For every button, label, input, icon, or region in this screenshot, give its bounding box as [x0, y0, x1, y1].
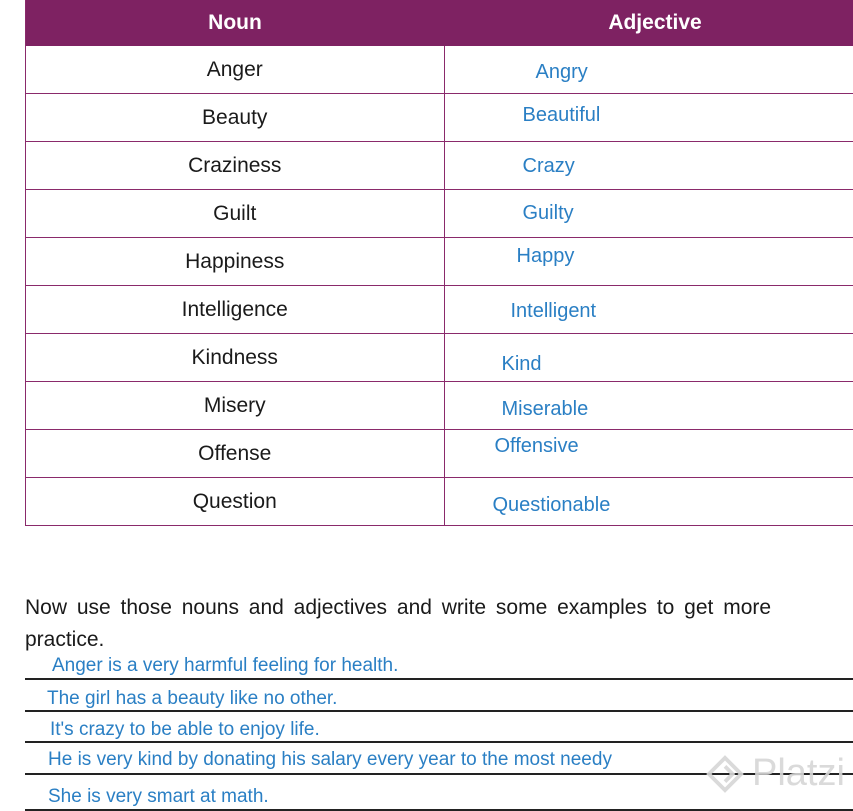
example-sentence: The girl has a beauty like no other.: [47, 688, 338, 709]
instructions-line-1: Now use those nouns and adjectives and write some examples to get more: [25, 596, 772, 619]
adjective-cell: [445, 286, 853, 333]
adjective-answer: Happy: [516, 245, 575, 267]
adjective-column-header: Adjective: [608, 11, 702, 34]
answer-line: [25, 678, 853, 680]
noun-cell: Happiness: [26, 238, 445, 285]
instructions-line-2: practice.: [25, 628, 105, 651]
example-sentence: She is very smart at math.: [48, 786, 269, 807]
noun-cell: Guilt: [26, 190, 445, 237]
adjective-answer: Crazy: [522, 155, 575, 177]
noun-cell: Misery: [26, 382, 445, 429]
table-row: [26, 46, 853, 94]
table-row: [26, 478, 853, 526]
instructions-paragraph: [25, 592, 853, 656]
noun-adjective-table: [25, 0, 853, 526]
table-row: [26, 238, 853, 286]
adjective-answer: Beautiful: [522, 104, 601, 126]
noun-cell: Kindness: [26, 334, 445, 381]
platzi-logo-icon: [706, 755, 744, 793]
adjective-cell: [445, 382, 853, 429]
adjective-answer: Intelligent: [510, 300, 597, 322]
table-row: [26, 142, 853, 190]
table-header-row: [26, 0, 853, 46]
adjective-answer: Kind: [501, 353, 542, 375]
noun-cell: Beauty: [26, 94, 445, 141]
adjective-cell: [445, 94, 853, 141]
adjective-answer: Angry: [535, 61, 588, 83]
table-row: [26, 334, 853, 382]
noun-cell: Anger: [26, 46, 445, 93]
answer-line: [25, 710, 853, 712]
noun-column-header: Noun: [208, 11, 262, 34]
example-sentence: He is very kind by donating his salary every year to the most needy: [48, 749, 612, 770]
table-row: [26, 382, 853, 430]
adjective-cell: [445, 190, 853, 237]
adjective-cell: [445, 334, 853, 381]
adjective-cell: [445, 430, 853, 477]
table-row: [26, 286, 853, 334]
adjective-answer: Guilty: [522, 202, 574, 224]
noun-cell: Intelligence: [26, 286, 445, 333]
example-sentence: It's crazy to be able to enjoy life.: [50, 719, 320, 740]
example-sentence: Anger is a very harmful feeling for health.: [52, 655, 399, 676]
table-row: [26, 94, 853, 142]
adjective-cell: [445, 46, 853, 93]
watermark-text: Platzi: [752, 752, 845, 794]
adjective-answer: Questionable: [492, 494, 611, 516]
adjective-cell: [445, 238, 853, 285]
answer-line: [25, 741, 853, 743]
noun-cell: Question: [26, 478, 445, 525]
table-row: [26, 430, 853, 478]
adjective-cell: [445, 142, 853, 189]
adjective-answer: Miserable: [501, 398, 589, 420]
noun-cell: Offense: [26, 430, 445, 477]
noun-cell: Craziness: [26, 142, 445, 189]
adjective-answer: Offensive: [494, 435, 579, 457]
adjective-cell: [445, 478, 853, 525]
table-row: [26, 190, 853, 238]
platzi-watermark: [706, 752, 845, 795]
